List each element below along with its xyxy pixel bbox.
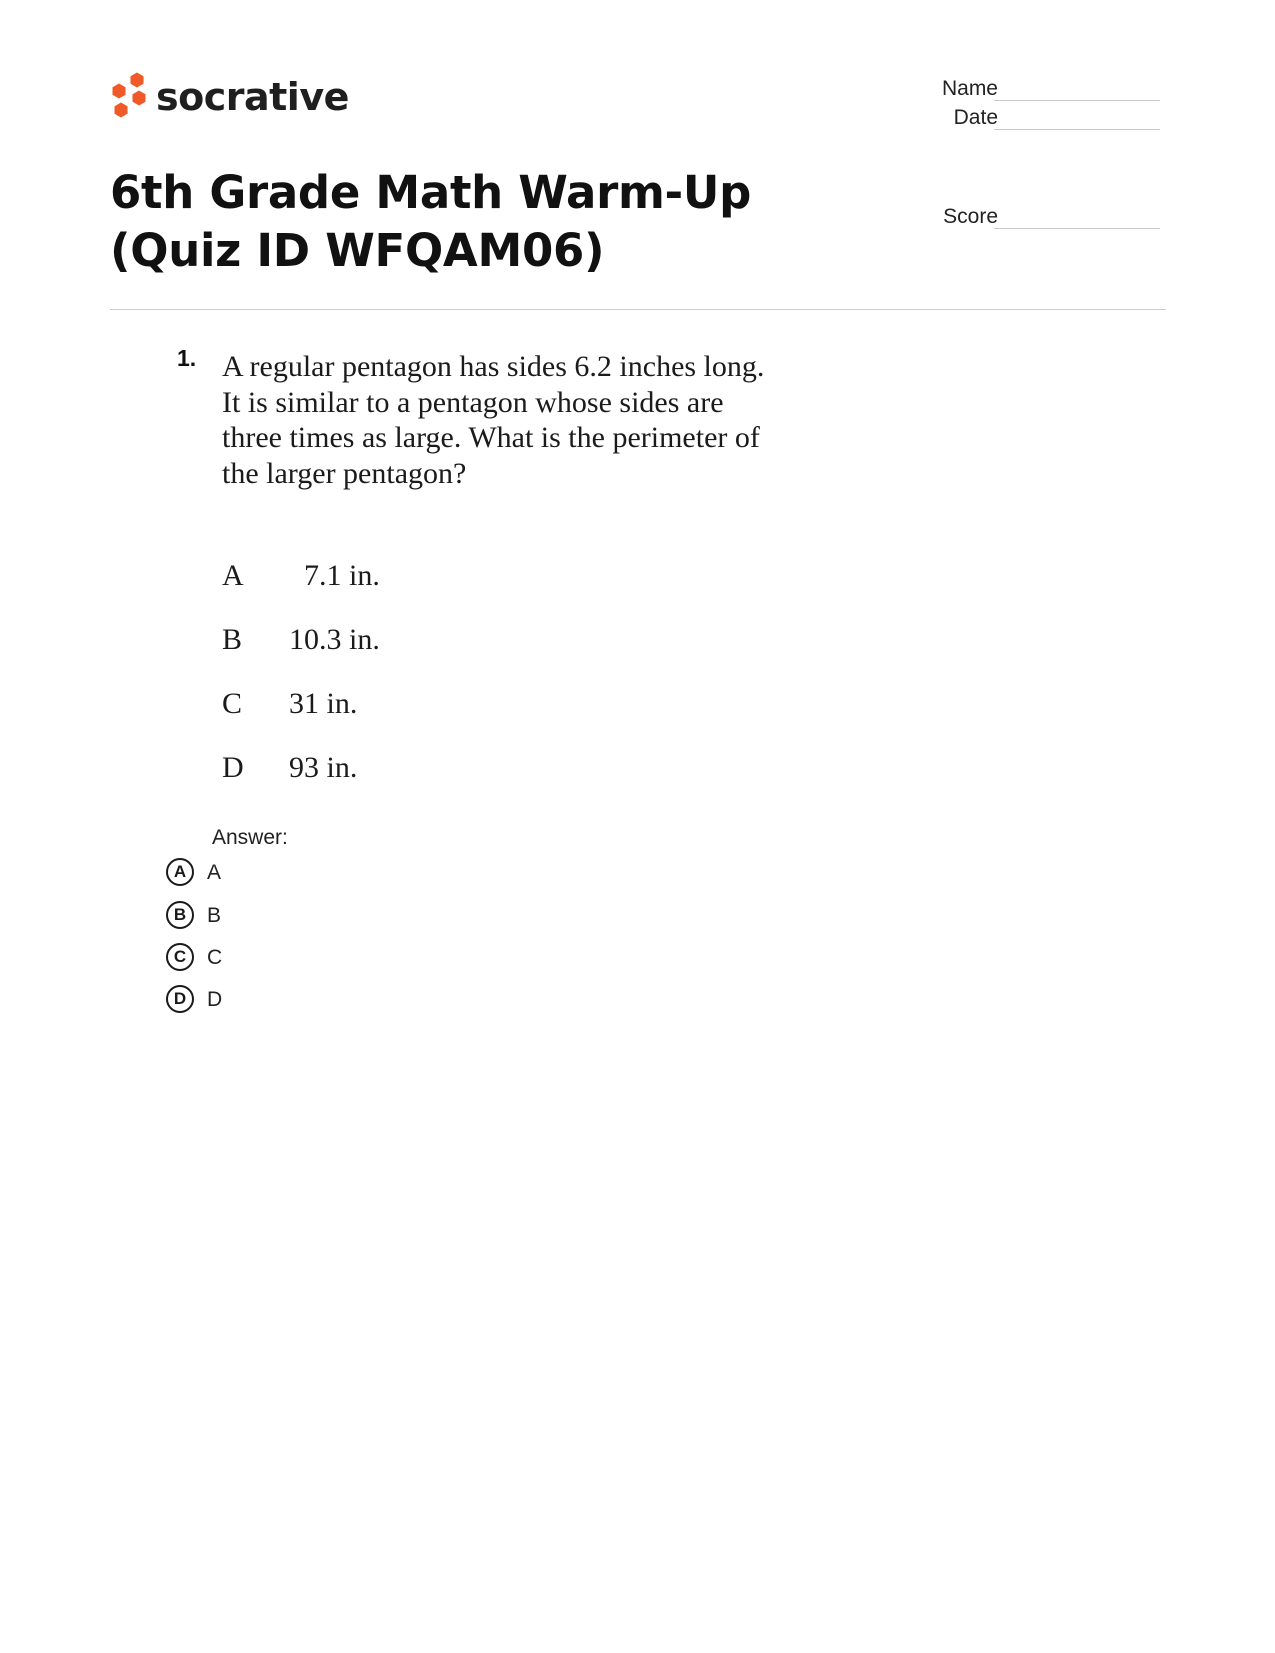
date-field[interactable] bbox=[860, 102, 1170, 132]
date-line[interactable] bbox=[994, 129, 1160, 130]
answer-option-label: D bbox=[207, 987, 223, 1011]
answer-option-b[interactable] bbox=[166, 899, 221, 931]
choice-value: 31 in. bbox=[289, 687, 358, 720]
choice-letter: D bbox=[222, 751, 244, 784]
brand-wordmark: socrative bbox=[156, 75, 349, 119]
name-label: Name bbox=[941, 77, 998, 100]
date-label: Date bbox=[953, 106, 998, 129]
answer-label: Answer: bbox=[212, 826, 288, 849]
choice-value: 10.3 in. bbox=[289, 623, 380, 656]
answer-bubble-c[interactable]: C bbox=[166, 943, 194, 971]
score-label: Score bbox=[943, 205, 998, 228]
answer-bubble-d[interactable]: D bbox=[166, 985, 194, 1013]
choice-letter: B bbox=[222, 623, 243, 656]
score-line[interactable] bbox=[994, 228, 1160, 229]
name-line[interactable] bbox=[994, 100, 1160, 101]
name-field[interactable] bbox=[860, 73, 1170, 103]
choice-letter: A bbox=[222, 559, 244, 592]
question-text: A regular pentagon has sides 6.2 inches long. It is similar to a pentagon whose sides are three times as large. What is the perimeter of the larger pentagon? bbox=[222, 350, 765, 490]
quiz-title: 6th Grade Math Warm-Up (Quiz ID WFQAM06) bbox=[110, 166, 752, 277]
answer-option-label: A bbox=[207, 860, 222, 884]
answer-option-c[interactable] bbox=[166, 941, 222, 973]
question-number: 1. bbox=[177, 345, 197, 371]
header-divider bbox=[110, 309, 1166, 310]
score-field[interactable] bbox=[860, 201, 1170, 231]
choice-letter: C bbox=[222, 687, 243, 720]
answer-bubble-b[interactable]: B bbox=[166, 901, 194, 929]
answer-option-label: C bbox=[207, 945, 223, 969]
socrative-logo bbox=[110, 72, 349, 122]
answer-option-label: B bbox=[207, 903, 222, 927]
answer-option-a[interactable] bbox=[166, 856, 221, 888]
choice-value: 7.1 in. bbox=[304, 559, 380, 592]
choice-value: 93 in. bbox=[289, 751, 358, 784]
hexagon-cluster-icon bbox=[110, 72, 148, 122]
answer-option-d[interactable] bbox=[166, 983, 222, 1015]
answer-bubble-a[interactable]: A bbox=[166, 858, 194, 886]
